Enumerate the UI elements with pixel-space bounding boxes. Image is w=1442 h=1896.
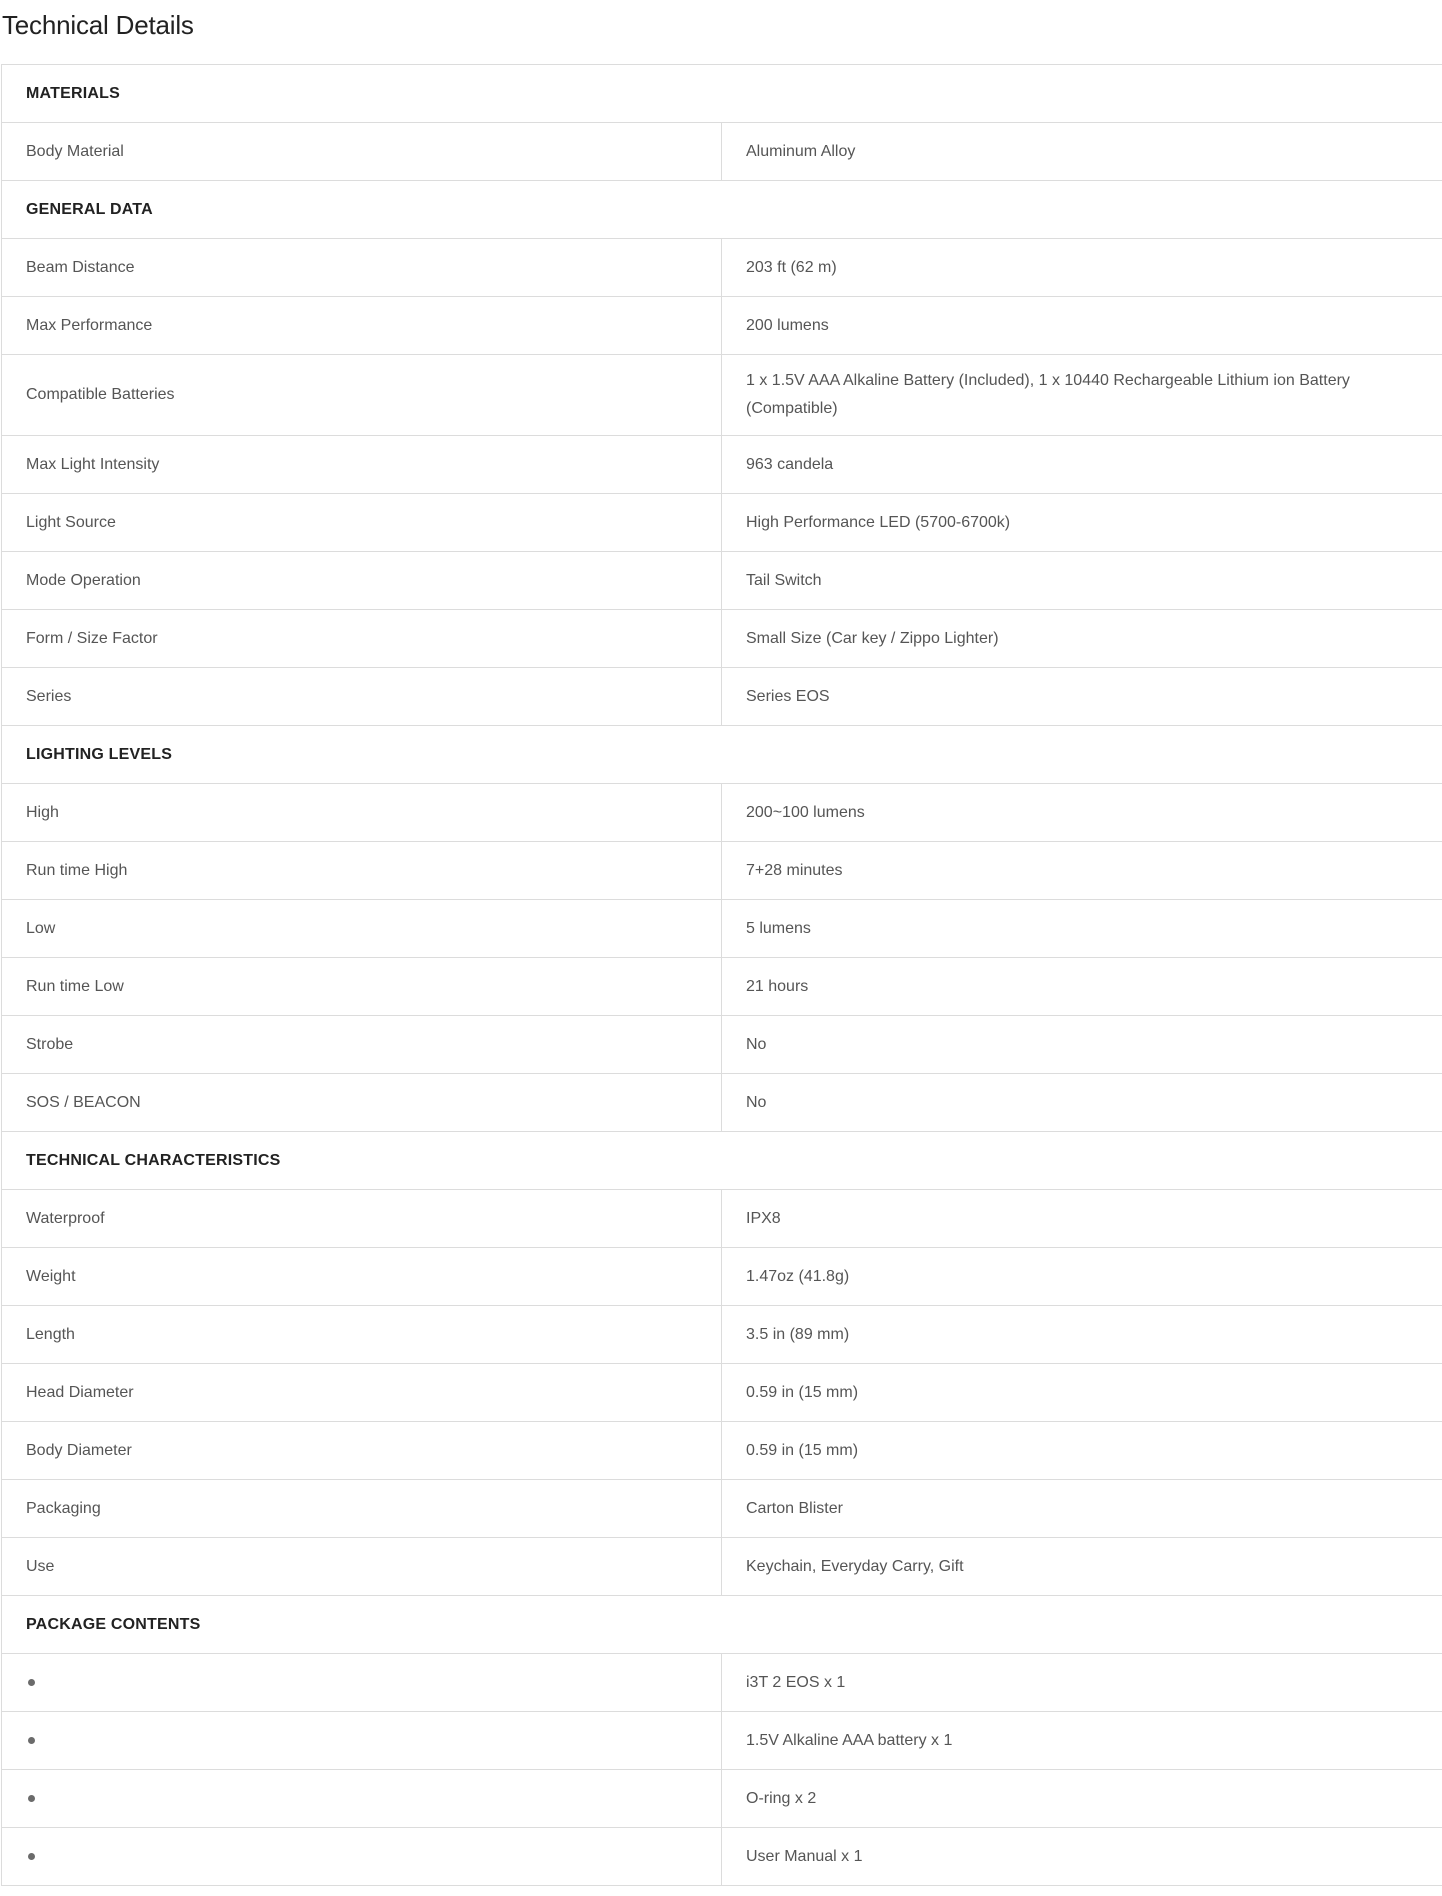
table-row: [2, 1306, 1442, 1364]
spec-label: Beam Distance: [2, 239, 722, 297]
page-title: Technical Details: [2, 10, 194, 40]
table-row: [2, 610, 1442, 668]
spec-label: High: [2, 784, 722, 842]
table-row: [2, 1538, 1442, 1596]
table-row: [2, 355, 1442, 436]
spec-value: No: [722, 1016, 1442, 1074]
table-row: [2, 900, 1442, 958]
spec-label: Compatible Batteries: [2, 355, 722, 436]
section-heading: MATERIALS: [2, 65, 1442, 123]
spec-label: Max Light Intensity: [2, 436, 722, 494]
spec-value: 0.59 in (15 mm): [722, 1422, 1442, 1480]
list-item: [2, 1828, 1442, 1886]
bullet-cell: [2, 1712, 722, 1770]
table-row: [2, 958, 1442, 1016]
spec-label: Light Source: [2, 494, 722, 552]
spec-value: 203 ft (62 m): [722, 239, 1442, 297]
spec-value: 1 x 1.5V AAA Alkaline Battery (Included), 1 x 10440 Rechargeable Lithium ion Battery (Compatible): [722, 355, 1442, 436]
section-heading: TECHNICAL CHARACTERISTICS: [2, 1132, 1442, 1190]
list-item: [2, 1654, 1442, 1712]
table-row: [2, 668, 1442, 726]
package-item: i3T 2 EOS x 1: [722, 1654, 1442, 1712]
spec-label: Series: [2, 668, 722, 726]
spec-table: [1, 64, 1442, 1886]
table-row: [2, 842, 1442, 900]
table-row: [2, 552, 1442, 610]
section-heading: GENERAL DATA: [2, 181, 1442, 239]
spec-value: 7+28 minutes: [722, 842, 1442, 900]
bullet-icon: [28, 1737, 35, 1744]
spec-value: No: [722, 1074, 1442, 1132]
spec-value: 0.59 in (15 mm): [722, 1364, 1442, 1422]
bullet-icon: [28, 1853, 35, 1860]
section-header-package-contents: [2, 1596, 1442, 1654]
spec-label: Form / Size Factor: [2, 610, 722, 668]
package-item: User Manual x 1: [722, 1828, 1442, 1886]
spec-label: Strobe: [2, 1016, 722, 1074]
spec-value: Aluminum Alloy: [722, 123, 1442, 181]
table-row: [2, 1422, 1442, 1480]
spec-label: Use: [2, 1538, 722, 1596]
table-row: [2, 1016, 1442, 1074]
table-row: [2, 123, 1442, 181]
bullet-cell: [2, 1770, 722, 1828]
spec-value: 200 lumens: [722, 297, 1442, 355]
bullet-icon: [28, 1679, 35, 1686]
spec-value: 200~100 lumens: [722, 784, 1442, 842]
spec-value: 3.5 in (89 mm): [722, 1306, 1442, 1364]
spec-value: 963 candela: [722, 436, 1442, 494]
spec-label: Body Material: [2, 123, 722, 181]
spec-value: 1.47oz (41.8g): [722, 1248, 1442, 1306]
spec-value: 5 lumens: [722, 900, 1442, 958]
spec-label: SOS / BEACON: [2, 1074, 722, 1132]
spec-value: Keychain, Everyday Carry, Gift: [722, 1538, 1442, 1596]
package-item: 1.5V Alkaline AAA battery x 1: [722, 1712, 1442, 1770]
list-item: [2, 1770, 1442, 1828]
spec-label: Length: [2, 1306, 722, 1364]
table-row: [2, 784, 1442, 842]
section-header-materials: [2, 65, 1442, 123]
spec-label: Low: [2, 900, 722, 958]
table-row: [2, 1364, 1442, 1422]
table-row: [2, 1248, 1442, 1306]
spec-label: Packaging: [2, 1480, 722, 1538]
spec-label: Max Performance: [2, 297, 722, 355]
spec-label: Run time Low: [2, 958, 722, 1016]
spec-label: Body Diameter: [2, 1422, 722, 1480]
section-header-general-data: [2, 181, 1442, 239]
section-header-lighting-levels: [2, 726, 1442, 784]
section-header-technical-characteristics: [2, 1132, 1442, 1190]
bullet-cell: [2, 1654, 722, 1712]
bullet-cell: [2, 1828, 722, 1886]
spec-value: Small Size (Car key / Zippo Lighter): [722, 610, 1442, 668]
table-row: [2, 436, 1442, 494]
spec-value: Carton Blister: [722, 1480, 1442, 1538]
spec-label: Mode Operation: [2, 552, 722, 610]
spec-label: Head Diameter: [2, 1364, 722, 1422]
table-row: [2, 494, 1442, 552]
spec-label: Waterproof: [2, 1190, 722, 1248]
spec-label: Run time High: [2, 842, 722, 900]
table-row: [2, 1074, 1442, 1132]
bullet-icon: [28, 1795, 35, 1802]
section-heading: PACKAGE CONTENTS: [2, 1596, 1442, 1654]
spec-value: High Performance LED (5700-6700k): [722, 494, 1442, 552]
section-heading: LIGHTING LEVELS: [2, 726, 1442, 784]
spec-value: IPX8: [722, 1190, 1442, 1248]
spec-value: 21 hours: [722, 958, 1442, 1016]
table-row: [2, 239, 1442, 297]
table-row: [2, 1480, 1442, 1538]
spec-value: Tail Switch: [722, 552, 1442, 610]
table-row: [2, 1190, 1442, 1248]
list-item: [2, 1712, 1442, 1770]
spec-value: Series EOS: [722, 668, 1442, 726]
spec-label: Weight: [2, 1248, 722, 1306]
table-row: [2, 297, 1442, 355]
package-item: O-ring x 2: [722, 1770, 1442, 1828]
